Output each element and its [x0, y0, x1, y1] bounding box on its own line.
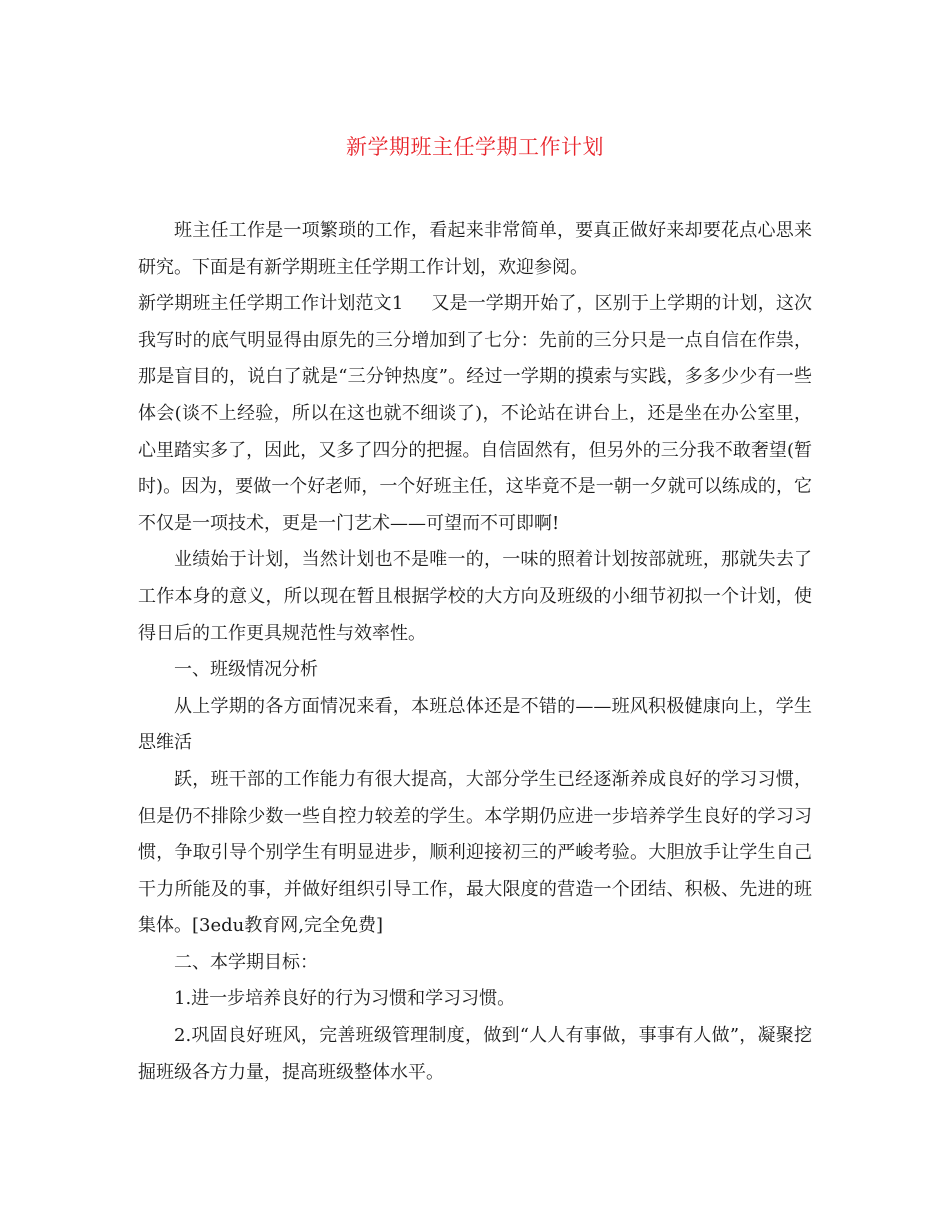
- plan-paragraph: 业绩始于计划，当然计划也不是唯一的，一味的照着计划按部就班，那就失去了工作本身的意义，所以现在暂且根据学校的大方向及班级的小细节初拟一个计划，使得日后的工作更具规范性与效率性。: [138, 549, 812, 644]
- sample-paragraph: [138, 286, 812, 542]
- goal-item-1: 1.进一步培养良好的行为习惯和学习习惯。: [174, 988, 516, 1010]
- sample-text: 又是一学期开始了，区别于上学期的计划，这次我写时的底气明显得由原先的三分增加到了七分：先前的三分只是一点自信在作祟，那是盲目的，说白了就是“三分钟热度”。经过一学期的摸索与实践，多多少少有一些体会(谈不上经验，所以在这也就不细谈了)，不论站在讲台上，还是坐在办公室里，心里踏实多了，因此，又多了四分的把握。自信固然有，但另外的三分我不敢奢望(暂时)。因为，要做一个好老师，一个好班主任，这毕竟不是一朝一夕就可以练成的，它不仅是一项技术，更是一门艺术——可望而不可即啊!: [138, 293, 813, 534]
- goal-item-2: 2.巩固良好班风，完善班级管理制度，做到“人人有事做，事事有人做”，凝聚挖掘班级各方力量，提高班级整体水平。: [138, 1025, 812, 1083]
- analysis-paragraph-2: 跃，班干部的工作能力有很大提高，大部分学生已经逐渐养成良好的学习习惯，但是仍不排除少数一些自控力较差的学生。本学期仍应进一步培养学生良好的学习习惯，争取引导个别学生有明显进步，顺利迎接初三的严峻考验。大胆放手让学生自己干力所能及的事，并做好组织引导工作，最大限度的营造一个团结、积极、先进的班集体。[3edu教育网,完全免费]: [138, 768, 812, 937]
- intro-paragraph: 班主任工作是一项繁琐的工作，看起来非常简单，要真正做好来却要花点心思来研究。下面是有新学期班主任学期工作计划，欢迎参阅。: [138, 220, 812, 278]
- section-heading-class-analysis: 一、班级情况分析: [174, 659, 318, 681]
- section-heading-goals: 二、本学期目标：: [174, 951, 318, 973]
- document-title: 新学期班主任学期工作计划: [346, 135, 604, 159]
- sample-label: 新学期班主任学期工作计划范文1: [138, 293, 404, 315]
- analysis-paragraph-1: 从上学期的各方面情况来看，本班总体还是不错的——班风积极健康向上，学生思维活: [138, 695, 812, 754]
- document-body: [138, 213, 812, 1091]
